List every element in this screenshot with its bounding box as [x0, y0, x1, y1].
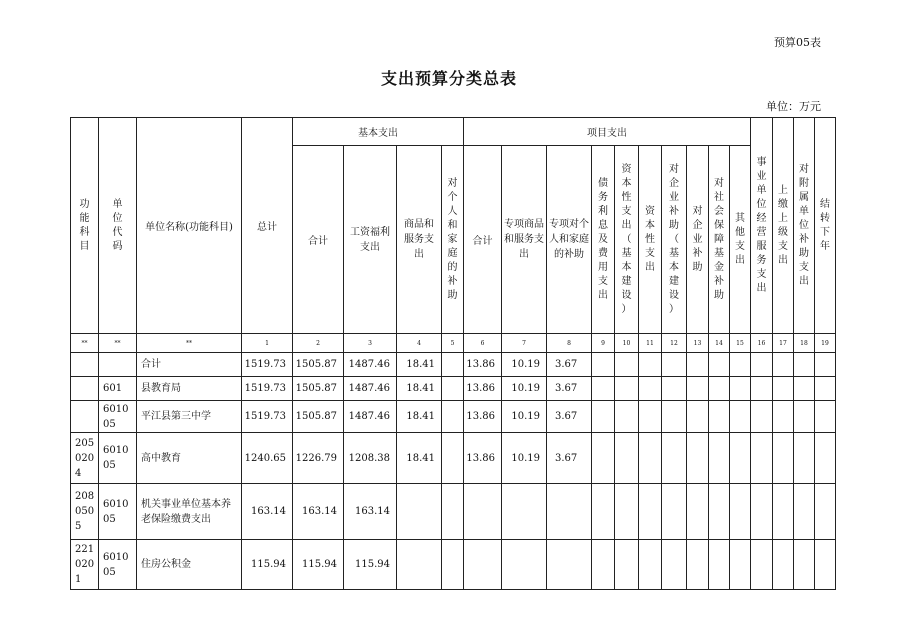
value-cell: [464, 484, 502, 540]
empty-cell: [773, 540, 794, 590]
value-cell: [442, 433, 464, 484]
value-cell: 1226.79: [293, 433, 344, 484]
unit-code-cell: 6010 05: [99, 540, 137, 590]
empty-cell: [662, 377, 687, 401]
value-cell: 3.67: [547, 433, 592, 484]
empty-cell: [662, 484, 687, 540]
value-cell: 10.19: [502, 353, 547, 377]
index-cell: 14: [709, 334, 730, 353]
value-cell: 3.67: [547, 401, 592, 433]
empty-cell: [815, 353, 836, 377]
header-project-other: 其 他 支 出: [730, 146, 751, 334]
value-cell: 1505.87: [293, 377, 344, 401]
header-project-capital: 资 本 性 支 出: [639, 146, 662, 334]
empty-cell: [815, 484, 836, 540]
index-cell: 18: [794, 334, 815, 353]
empty-cell: [751, 353, 773, 377]
index-cell: 8: [547, 334, 592, 353]
header-project-debt: 债 务 利 息 及 费 用 支 出: [592, 146, 615, 334]
empty-cell: [662, 401, 687, 433]
header-basic-total: 合计: [293, 146, 344, 334]
empty-cell: [615, 433, 639, 484]
value-cell: 3.67: [547, 377, 592, 401]
value-cell: 1519.73: [242, 377, 293, 401]
unit-name-cell: 县教育局: [137, 377, 242, 401]
header-basic-personal: 对 个 人 和 家 庭 的 补 助: [442, 146, 464, 334]
header-after-0: 事 业 单 位 经 营 服 务 支 出: [751, 118, 773, 334]
table-row: [71, 540, 836, 590]
value-cell: 1487.46: [344, 401, 397, 433]
value-cell: 115.94: [293, 540, 344, 590]
empty-cell: [709, 353, 730, 377]
header-unit-name: 单位名称(功能科目): [137, 118, 242, 334]
empty-cell: [815, 433, 836, 484]
index-cell: 3: [344, 334, 397, 353]
empty-cell: [709, 540, 730, 590]
empty-cell: [751, 540, 773, 590]
empty-cell: [662, 353, 687, 377]
header-project-total: 合计: [464, 146, 502, 334]
value-cell: [442, 401, 464, 433]
empty-cell: [662, 433, 687, 484]
index-cell: 2: [293, 334, 344, 353]
value-cell: 115.94: [242, 540, 293, 590]
empty-cell: [615, 401, 639, 433]
unit-name-cell: 合计: [137, 353, 242, 377]
empty-cell: [639, 540, 662, 590]
empty-cell: [639, 401, 662, 433]
index-cell: 12: [662, 334, 687, 353]
empty-cell: [794, 433, 815, 484]
empty-cell: [794, 353, 815, 377]
empty-cell: [592, 353, 615, 377]
table-row: [71, 433, 836, 484]
empty-cell: [815, 377, 836, 401]
index-cell: **: [71, 334, 99, 353]
empty-cell: [815, 401, 836, 433]
form-code: 预算05表: [774, 36, 821, 49]
unit-name-cell: 高中教育: [137, 433, 242, 484]
header-total: 总计: [242, 118, 293, 334]
value-cell: 13.86: [464, 377, 502, 401]
unit-code-cell: 6010 05: [99, 433, 137, 484]
value-cell: 10.19: [502, 377, 547, 401]
empty-cell: [794, 540, 815, 590]
index-cell: 17: [773, 334, 794, 353]
empty-cell: [662, 540, 687, 590]
header-after-1: 上 缴 上 级 支 出: [773, 118, 794, 334]
empty-cell: [709, 377, 730, 401]
empty-cell: [687, 484, 709, 540]
header-basic-wage: 工资福利 支出: [344, 146, 397, 334]
value-cell: [547, 484, 592, 540]
empty-cell: [687, 433, 709, 484]
empty-cell: [730, 377, 751, 401]
func-code-cell: 208 050 5: [71, 484, 99, 540]
empty-cell: [687, 401, 709, 433]
index-cell: 11: [639, 334, 662, 353]
header-project-enterprise-basic: 对 企 业 补 助 （ 基 本 建 设 ）: [662, 146, 687, 334]
header-unit-code: 单 位 代 码: [99, 118, 137, 334]
value-cell: [442, 377, 464, 401]
func-code-cell: 205 020 4: [71, 433, 99, 484]
header-func-subject: 功 能 科 目: [71, 118, 99, 334]
empty-cell: [773, 484, 794, 540]
header-project: 项目支出: [464, 118, 751, 146]
empty-cell: [639, 353, 662, 377]
header-after-3: 结 转 下 年: [815, 118, 836, 334]
value-cell: 163.14: [293, 484, 344, 540]
index-cell: 6: [464, 334, 502, 353]
empty-cell: [639, 377, 662, 401]
empty-cell: [794, 401, 815, 433]
unit-name-cell: 机关事业单位基本养 老保险缴费支出: [137, 484, 242, 540]
index-cell: 15: [730, 334, 751, 353]
empty-cell: [773, 377, 794, 401]
empty-cell: [815, 540, 836, 590]
value-cell: 1208.38: [344, 433, 397, 484]
header-project-personal: 专项对个 人和家庭 的补助: [547, 146, 592, 334]
empty-cell: [794, 484, 815, 540]
header-basic-goods: 商品和 服务支 出: [397, 146, 442, 334]
index-cell: 9: [592, 334, 615, 353]
value-cell: [442, 353, 464, 377]
empty-cell: [709, 401, 730, 433]
index-cell: 1: [242, 334, 293, 353]
value-cell: 115.94: [344, 540, 397, 590]
value-cell: 1240.65: [242, 433, 293, 484]
empty-cell: [687, 377, 709, 401]
unit-code-cell: 6010 05: [99, 484, 137, 540]
empty-cell: [730, 353, 751, 377]
unit-name-cell: 平江县第三中学: [137, 401, 242, 433]
empty-cell: [730, 540, 751, 590]
index-cell: 10: [615, 334, 639, 353]
value-cell: 18.41: [397, 433, 442, 484]
func-code-cell: 221 020 1: [71, 540, 99, 590]
empty-cell: [687, 353, 709, 377]
index-cell: 16: [751, 334, 773, 353]
value-cell: 163.14: [242, 484, 293, 540]
empty-cell: [751, 484, 773, 540]
empty-cell: [773, 401, 794, 433]
value-cell: 3.67: [547, 353, 592, 377]
value-cell: 10.19: [502, 433, 547, 484]
value-cell: [397, 540, 442, 590]
unit-code-cell: 601: [99, 377, 137, 401]
func-code-cell: [71, 401, 99, 433]
index-cell: **: [99, 334, 137, 353]
table-row: [71, 353, 836, 377]
empty-cell: [687, 540, 709, 590]
index-cell: 19: [815, 334, 836, 353]
value-cell: [442, 484, 464, 540]
table-row: [71, 377, 836, 401]
empty-cell: [730, 484, 751, 540]
index-row: [71, 334, 836, 353]
value-cell: 18.41: [397, 353, 442, 377]
value-cell: 1519.73: [242, 401, 293, 433]
empty-cell: [639, 433, 662, 484]
value-cell: [464, 540, 502, 590]
header-project-capital-basic: 资 本 性 支 出 （ 基 本 建 设 ）: [615, 146, 639, 334]
value-cell: 13.86: [464, 433, 502, 484]
empty-cell: [773, 433, 794, 484]
header-after-2: 对 附 属 单 位 补 助 支 出: [794, 118, 815, 334]
empty-cell: [639, 484, 662, 540]
value-cell: [442, 540, 464, 590]
value-cell: 13.86: [464, 353, 502, 377]
empty-cell: [709, 484, 730, 540]
empty-cell: [615, 540, 639, 590]
func-code-cell: [71, 353, 99, 377]
index-cell: 5: [442, 334, 464, 353]
header-project-enterprise: 对 企 业 补 助: [687, 146, 709, 334]
index-cell: 7: [502, 334, 547, 353]
value-cell: 10.19: [502, 401, 547, 433]
unit-code-cell: 6010 05: [99, 401, 137, 433]
empty-cell: [592, 433, 615, 484]
page-title: 支出预算分类总表: [380, 69, 517, 88]
value-cell: [397, 484, 442, 540]
empty-cell: [751, 401, 773, 433]
empty-cell: [592, 401, 615, 433]
header-basic: 基本支出: [293, 118, 464, 146]
table-row: [71, 484, 836, 540]
empty-cell: [773, 353, 794, 377]
unit-code-cell: [99, 353, 137, 377]
empty-cell: [730, 433, 751, 484]
empty-cell: [615, 353, 639, 377]
empty-cell: [730, 401, 751, 433]
empty-cell: [751, 433, 773, 484]
func-code-cell: [71, 377, 99, 401]
value-cell: [547, 540, 592, 590]
value-cell: 13.86: [464, 401, 502, 433]
header-project-social-fund: 对 社 会 保 障 基 金 补 助: [709, 146, 730, 334]
value-cell: 1487.46: [344, 377, 397, 401]
value-cell: 1487.46: [344, 353, 397, 377]
value-cell: 18.41: [397, 401, 442, 433]
value-cell: 18.41: [397, 377, 442, 401]
expenditure-table: [70, 117, 836, 590]
unit-name-cell: 住房公积金: [137, 540, 242, 590]
value-cell: [502, 484, 547, 540]
table-row: [71, 401, 836, 433]
value-cell: 1505.87: [293, 353, 344, 377]
empty-cell: [794, 377, 815, 401]
value-cell: 1505.87: [293, 401, 344, 433]
empty-cell: [615, 377, 639, 401]
value-cell: 163.14: [344, 484, 397, 540]
header-project-goods: 专项商品 和服务支 出: [502, 146, 547, 334]
empty-cell: [709, 433, 730, 484]
empty-cell: [751, 377, 773, 401]
index-cell: 4: [397, 334, 442, 353]
empty-cell: [615, 484, 639, 540]
value-cell: 1519.73: [242, 353, 293, 377]
index-cell: 13: [687, 334, 709, 353]
empty-cell: [592, 484, 615, 540]
index-cell: **: [137, 334, 242, 353]
unit-label: 单位：万元: [766, 100, 821, 113]
empty-cell: [592, 377, 615, 401]
value-cell: [502, 540, 547, 590]
empty-cell: [592, 540, 615, 590]
